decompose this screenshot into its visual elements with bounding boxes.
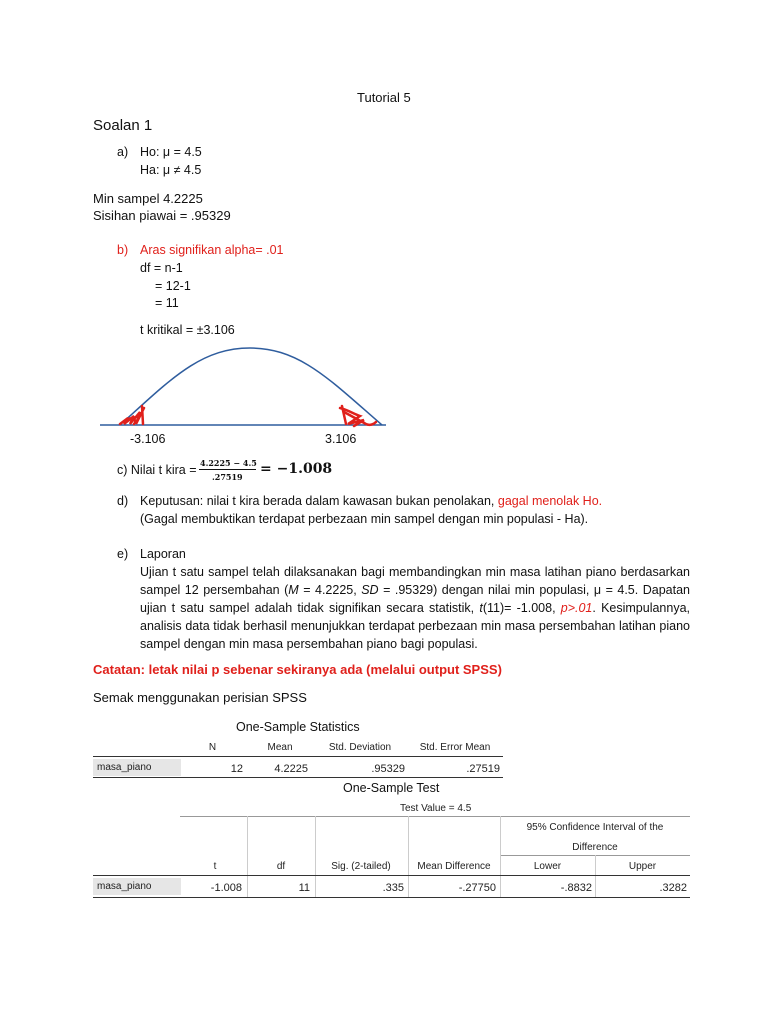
stats-header-mean: Mean [267, 742, 293, 753]
test-cell-t: -1.008 [210, 882, 242, 894]
test-header-mean-diff: Mean Difference [417, 861, 491, 872]
stats-cell-n: 12 [230, 763, 243, 775]
test-cell-lower: -.8832 [560, 882, 592, 894]
positive-critical-label: 3.106 [325, 432, 357, 446]
fraction-denominator: .27519 [212, 472, 243, 482]
report-text-1: Ujian t satu sampel telah dilaksanakan bagi membandingkan min masa latihan piano berdasarkan sampel 12 persembahan ( [140, 565, 690, 597]
alpha-level: Aras signifikan alpha= .01 [140, 243, 284, 257]
ci-header-line-2: Difference [572, 842, 618, 853]
spss-check-text: Semak menggunakan perisian SPSS [93, 690, 307, 705]
report-text-3: = .95329) dengan nilai min populasi, μ = 4.5. Dapatan ujian t satu sampel adalah tidak signifikan secara statistik, [140, 583, 690, 615]
test-value-header: Test Value = 4.5 [400, 803, 472, 814]
report-text-2: = 4.2225, [298, 583, 362, 597]
test-cell-sig: .335 [382, 882, 404, 894]
stats-cell-mean: 4.2225 [274, 763, 308, 775]
df-result: = 11 [155, 296, 179, 310]
stats-cell-sd: .95329 [371, 763, 405, 775]
report-p-value: p>.01 [560, 601, 593, 615]
test-header-t: t [213, 861, 217, 872]
stats-header-sd: Std. Deviation [328, 742, 392, 753]
test-header-df: df [276, 861, 286, 872]
test-cell-upper: .3282 [659, 882, 687, 894]
stats-table-title: One-Sample Statistics [236, 720, 360, 734]
negative-critical-label: -3.106 [130, 432, 166, 446]
test-divider-1 [247, 816, 248, 898]
page-title: Tutorial 5 [357, 90, 411, 105]
test-bottom-rule [93, 897, 690, 898]
item-b-label: b) [117, 243, 129, 257]
stats-header-rule [93, 756, 503, 757]
test-header-lower: Lower [533, 861, 562, 872]
standard-deviation: Sisihan piawai = .95329 [93, 208, 231, 223]
item-d-label: d) [117, 494, 129, 508]
note-text: Catatan: letak nilai p sebenar sekiranya ada (melalui output SPSS) [93, 662, 502, 677]
alt-hypothesis: Ha: μ ≠ 4.5 [140, 163, 202, 177]
stats-header-sem: Std. Error Mean [419, 742, 491, 753]
test-row-label: masa_piano [93, 878, 181, 895]
fraction-bar [199, 469, 256, 470]
test-table-title: One-Sample Test [343, 781, 440, 795]
report-text-5: . Kesimpulannya, analisis data tidak berhasil menunjukkan terdapat perbezaan min masa persembahan latihan piano sampel dengan min masa persembahan piano bagi populasi. [140, 601, 691, 651]
sample-mean: Min sampel 4.2225 [93, 191, 203, 206]
t-computed-label: c) Nilai t kira = [117, 463, 197, 477]
test-cell-df: 11 [298, 882, 310, 894]
df-formula: df = n-1 [140, 261, 183, 275]
decision-text [140, 494, 602, 508]
null-hypothesis: Ho: μ = 4.5 [140, 145, 202, 159]
test-header-sig: Sig. (2-tailed) [331, 861, 391, 872]
stats-row-label: masa_piano [93, 759, 181, 776]
stats-header-n: N [208, 742, 217, 753]
decision-result: gagal menolak Ho. [497, 494, 603, 508]
fraction-numerator: 4.2225 − 4.5 [200, 458, 257, 468]
decision-explanation: (Gagal membuktikan terdapat perbezaan min sampel dengan min populasi - Ha). [140, 512, 589, 526]
t-distribution-diagram [90, 340, 400, 430]
decision-statement: Keputusan: nilai t kira berada dalam kawasan bukan penolakan, [140, 494, 495, 508]
item-a-label: a) [117, 145, 129, 159]
report-text-4: (11)= -1.008, [482, 601, 561, 615]
stats-bottom-rule [93, 777, 503, 778]
report-mean-symbol: M [288, 583, 299, 597]
test-cell-mean-diff: -.27750 [458, 882, 496, 894]
test-header-rule [93, 875, 690, 876]
section-heading: Soalan 1 [93, 117, 153, 134]
report-paragraph [140, 563, 690, 653]
t-computed-result: = −1.008 [260, 461, 333, 477]
ci-header-line-1: 95% Confidence Interval of the [526, 822, 664, 833]
test-header-upper: Upper [628, 861, 657, 872]
report-title: Laporan [140, 547, 186, 561]
test-value-rule [180, 816, 690, 817]
stats-cell-sem: .27519 [466, 763, 500, 775]
critical-t: t kritikal = ±3.106 [140, 323, 235, 337]
df-substitution: = 12-1 [155, 279, 191, 293]
item-e-label: e) [117, 547, 129, 561]
report-sd-symbol: SD [361, 583, 379, 597]
report-t-symbol: t [479, 601, 483, 615]
